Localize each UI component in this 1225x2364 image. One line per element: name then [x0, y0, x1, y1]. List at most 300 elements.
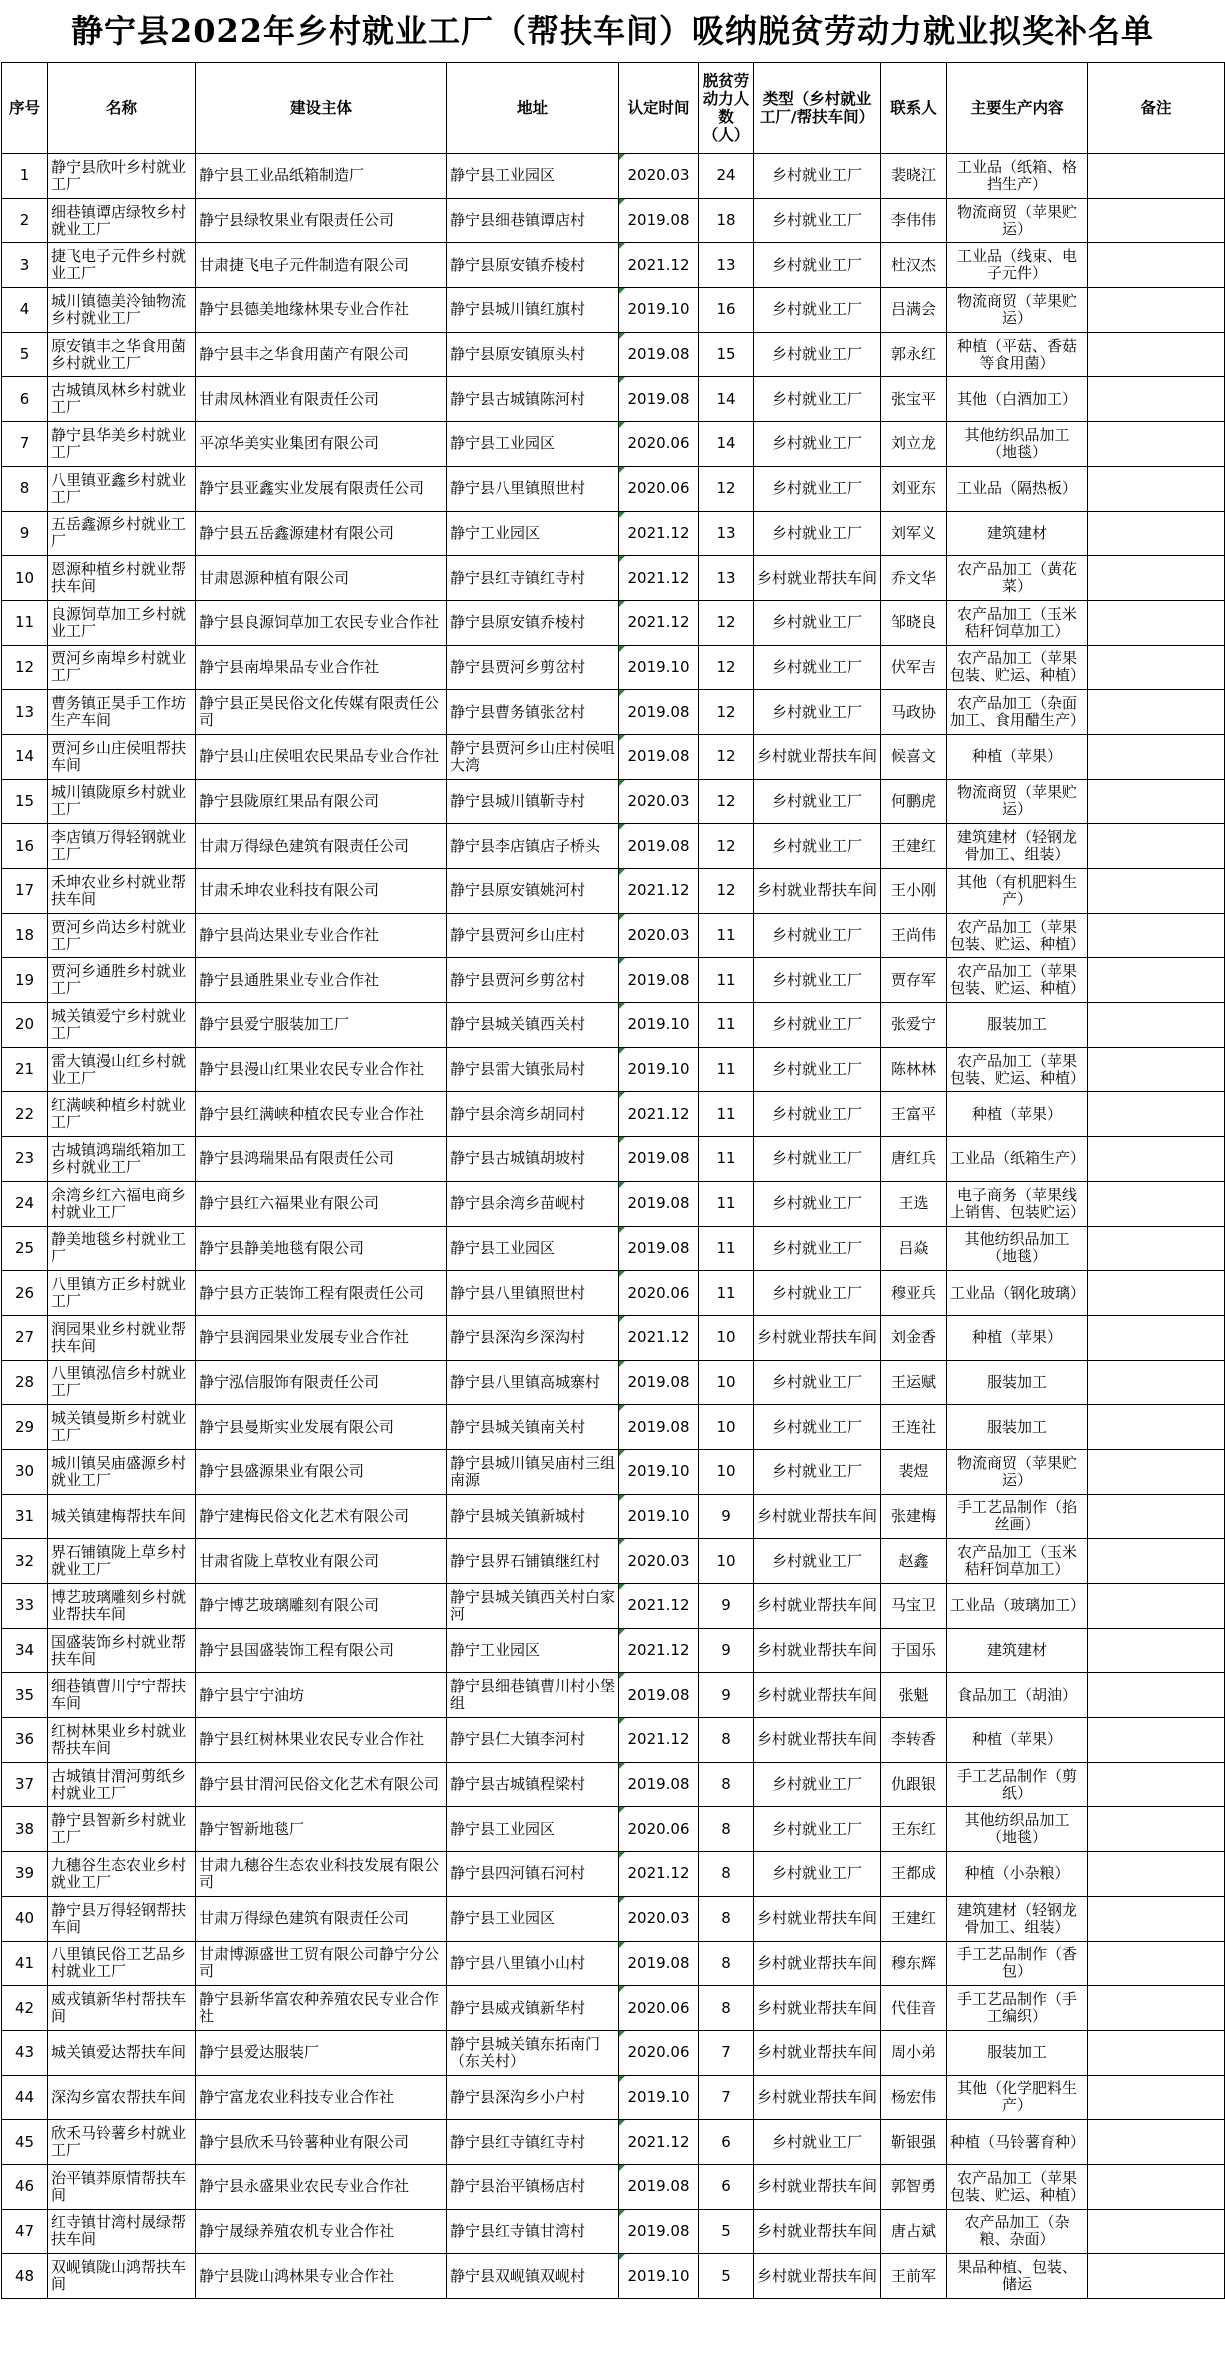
- row-number-cell: 36: [2, 1718, 48, 1763]
- remark-cell: [1088, 645, 1225, 690]
- row-number-cell: 24: [2, 1181, 48, 1226]
- remark-cell: [1088, 1807, 1225, 1852]
- row-number-cell: 27: [2, 1315, 48, 1360]
- production-cell: 工业品（隔热板）: [947, 466, 1088, 511]
- address-cell: 静宁县八里镇小山村: [447, 1941, 619, 1986]
- address-cell: 静宁县城关镇西关村: [447, 1003, 619, 1048]
- row-number-cell: 1: [2, 154, 48, 199]
- production-cell: 农产品加工（苹果包装、贮运、种植）: [947, 645, 1088, 690]
- row-number-cell: 21: [2, 1047, 48, 1092]
- row-number-cell: 32: [2, 1539, 48, 1584]
- name-cell: 贾河乡山庄侯咀帮扶车间: [48, 734, 196, 779]
- type-cell: 乡村就业工厂: [754, 1360, 881, 1405]
- date-cell: 2020.06: [619, 1986, 699, 2031]
- builder-cell: 甘肃博源盛世工贸有限公司静宁分公司: [196, 1941, 447, 1986]
- laborer-count-cell: 13: [699, 556, 754, 601]
- type-cell: 乡村就业帮扶车间: [754, 1584, 881, 1629]
- builder-cell: 静宁县陇山鸿林果专业合作社: [196, 2254, 447, 2299]
- type-cell: 乡村就业工厂: [754, 511, 881, 556]
- name-cell: 八里镇泓信乡村就业工厂: [48, 1360, 196, 1405]
- contact-cell: 张魁: [881, 1673, 947, 1718]
- laborer-count-cell: 14: [699, 377, 754, 422]
- laborer-count-cell: 11: [699, 1003, 754, 1048]
- contact-cell: 张宝平: [881, 377, 947, 422]
- date-cell: 2021.12: [619, 1852, 699, 1897]
- table-row: [2, 1718, 1225, 1763]
- row-number-cell: 22: [2, 1092, 48, 1137]
- table-row: [2, 734, 1225, 779]
- type-cell: 乡村就业工厂: [754, 466, 881, 511]
- contact-cell: 王建红: [881, 824, 947, 869]
- address-cell: 静宁县仁大镇李河村: [447, 1718, 619, 1763]
- address-cell: 静宁县曹务镇张岔村: [447, 690, 619, 735]
- address-cell: 静宁县工业园区: [447, 1807, 619, 1852]
- type-cell: 乡村就业工厂: [754, 824, 881, 869]
- laborer-count-cell: 12: [699, 690, 754, 735]
- laborer-count-cell: 8: [699, 1896, 754, 1941]
- builder-cell: 静宁县漫山红果业农民专业合作社: [196, 1047, 447, 1092]
- date-cell: 2019.08: [619, 377, 699, 422]
- production-cell: 农产品加工（杂粮、杂面）: [947, 2209, 1088, 2254]
- table-row: [2, 1315, 1225, 1360]
- remark-cell: [1088, 2164, 1225, 2209]
- name-cell: 润园果业乡村就业帮扶车间: [48, 1315, 196, 1360]
- table-row: [2, 377, 1225, 422]
- laborer-count-cell: 13: [699, 511, 754, 556]
- production-cell: 农产品加工（杂面加工、食用醋生产）: [947, 690, 1088, 735]
- laborer-count-cell: 5: [699, 2209, 754, 2254]
- name-cell: 雷大镇漫山红乡村就业工厂: [48, 1047, 196, 1092]
- laborer-count-cell: 24: [699, 154, 754, 199]
- date-cell: 2020.03: [619, 154, 699, 199]
- column-header: 建设主体: [196, 63, 447, 154]
- table-row: [2, 1003, 1225, 1048]
- address-cell: 静宁县四河镇石河村: [447, 1852, 619, 1897]
- date-cell: 2019.10: [619, 645, 699, 690]
- remark-cell: [1088, 1494, 1225, 1539]
- laborer-count-cell: 12: [699, 824, 754, 869]
- address-cell: 静宁县细巷镇谭店村: [447, 198, 619, 243]
- address-cell: 静宁县城川镇吴庙村三组南源: [447, 1449, 619, 1494]
- name-cell: 界石铺镇陇上草乡村就业工厂: [48, 1539, 196, 1584]
- type-cell: 乡村就业工厂: [754, 1181, 881, 1226]
- remark-cell: [1088, 1628, 1225, 1673]
- date-cell: 2019.08: [619, 2209, 699, 2254]
- address-cell: 静宁县原安镇乔棱村: [447, 243, 619, 288]
- date-cell: 2020.06: [619, 1271, 699, 1316]
- address-cell: 静宁县八里镇照世村: [447, 466, 619, 511]
- laborer-count-cell: 6: [699, 2120, 754, 2165]
- row-number-cell: 43: [2, 2030, 48, 2075]
- table-row: [2, 1986, 1225, 2031]
- date-cell: 2020.03: [619, 1896, 699, 1941]
- date-cell: 2019.10: [619, 1003, 699, 1048]
- table-row: [2, 511, 1225, 556]
- contact-cell: 刘亚东: [881, 466, 947, 511]
- contact-cell: 唐红兵: [881, 1137, 947, 1182]
- production-cell: 服装加工: [947, 1405, 1088, 1450]
- table-row: [2, 690, 1225, 735]
- address-cell: 静宁县威戎镇新华村: [447, 1986, 619, 2031]
- remark-cell: [1088, 1315, 1225, 1360]
- builder-cell: 甘肃省陇上草牧业有限公司: [196, 1539, 447, 1584]
- row-number-cell: 44: [2, 2075, 48, 2120]
- builder-cell: 静宁县陇原红果品有限公司: [196, 779, 447, 824]
- builder-cell: 静宁县方正装饰工程有限责任公司: [196, 1271, 447, 1316]
- date-cell: 2021.12: [619, 1718, 699, 1763]
- contact-cell: 王尚伟: [881, 913, 947, 958]
- laborer-count-cell: 8: [699, 1807, 754, 1852]
- remark-cell: [1088, 824, 1225, 869]
- laborer-count-cell: 11: [699, 958, 754, 1003]
- name-cell: 治平镇莽原情帮扶车间: [48, 2164, 196, 2209]
- builder-cell: 甘肃禾坤农业科技有限公司: [196, 869, 447, 914]
- production-cell: 建筑建材（轻钢龙骨加工、组装）: [947, 824, 1088, 869]
- production-cell: 物流商贸（苹果贮运）: [947, 288, 1088, 333]
- row-number-cell: 12: [2, 645, 48, 690]
- address-cell: 静宁县治平镇杨店村: [447, 2164, 619, 2209]
- date-cell: 2019.10: [619, 288, 699, 333]
- address-cell: 静宁县余湾乡胡同村: [447, 1092, 619, 1137]
- production-cell: 种植（苹果）: [947, 1718, 1088, 1763]
- table-row: [2, 1360, 1225, 1405]
- builder-cell: 静宁县亚鑫实业发展有限责任公司: [196, 466, 447, 511]
- type-cell: 乡村就业工厂: [754, 600, 881, 645]
- contact-cell: 马政协: [881, 690, 947, 735]
- table-row: [2, 1092, 1225, 1137]
- date-cell: 2019.08: [619, 1226, 699, 1271]
- contact-cell: 马宝卫: [881, 1584, 947, 1629]
- address-cell: 静宁工业园区: [447, 1628, 619, 1673]
- contact-cell: 郭智勇: [881, 2164, 947, 2209]
- date-cell: 2021.12: [619, 556, 699, 601]
- contact-cell: 王富平: [881, 1092, 947, 1137]
- name-cell: 九穗谷生态农业乡村就业工厂: [48, 1852, 196, 1897]
- remark-cell: [1088, 1941, 1225, 1986]
- production-cell: 服装加工: [947, 1003, 1088, 1048]
- row-number-cell: 9: [2, 511, 48, 556]
- name-cell: 静宁县智新乡村就业工厂: [48, 1807, 196, 1852]
- production-cell: 农产品加工（苹果包装、贮运、种植）: [947, 2164, 1088, 2209]
- remark-cell: [1088, 1896, 1225, 1941]
- contact-cell: 王连社: [881, 1405, 947, 1450]
- row-number-cell: 8: [2, 466, 48, 511]
- table-row: [2, 1047, 1225, 1092]
- contact-cell: 穆亚兵: [881, 1271, 947, 1316]
- production-cell: 农产品加工（黄花菜）: [947, 556, 1088, 601]
- type-cell: 乡村就业帮扶车间: [754, 2209, 881, 2254]
- remark-cell: [1088, 288, 1225, 333]
- type-cell: 乡村就业工厂: [754, 288, 881, 333]
- name-cell: 八里镇亚鑫乡村就业工厂: [48, 466, 196, 511]
- remark-cell: [1088, 198, 1225, 243]
- name-cell: 禾坤农业乡村就业帮扶车间: [48, 869, 196, 914]
- production-cell: 服装加工: [947, 1360, 1088, 1405]
- table-row: [2, 824, 1225, 869]
- laborer-count-cell: 10: [699, 1449, 754, 1494]
- production-cell: 工业品（纸箱、格挡生产）: [947, 154, 1088, 199]
- row-number-cell: 46: [2, 2164, 48, 2209]
- column-header: 名称: [48, 63, 196, 154]
- row-number-cell: 33: [2, 1584, 48, 1629]
- date-cell: 2019.10: [619, 1449, 699, 1494]
- date-cell: 2019.08: [619, 958, 699, 1003]
- address-cell: 静宁县城关镇东拓南门（东关村）: [447, 2030, 619, 2075]
- type-cell: 乡村就业工厂: [754, 690, 881, 735]
- name-cell: 城关镇爱达帮扶车间: [48, 2030, 196, 2075]
- type-cell: 乡村就业帮扶车间: [754, 1941, 881, 1986]
- builder-cell: 静宁县工业品纸箱制造厂: [196, 154, 447, 199]
- table-row: [2, 600, 1225, 645]
- table-body: [2, 154, 1225, 2299]
- column-header: 联系人: [881, 63, 947, 154]
- row-number-cell: 40: [2, 1896, 48, 1941]
- builder-cell: 静宁县爱宁服装加工厂: [196, 1003, 447, 1048]
- address-cell: 静宁县原安镇乔棱村: [447, 600, 619, 645]
- type-cell: 乡村就业工厂: [754, 332, 881, 377]
- type-cell: 乡村就业工厂: [754, 779, 881, 824]
- date-cell: 2019.08: [619, 198, 699, 243]
- production-cell: 种植（平菇、香菇等食用菌）: [947, 332, 1088, 377]
- laborer-count-cell: 12: [699, 600, 754, 645]
- contact-cell: 于国乐: [881, 1628, 947, 1673]
- address-cell: 静宁县双岘镇双岘村: [447, 2254, 619, 2299]
- row-number-cell: 26: [2, 1271, 48, 1316]
- type-cell: 乡村就业帮扶车间: [754, 1896, 881, 1941]
- table-row: [2, 1584, 1225, 1629]
- type-cell: 乡村就业工厂: [754, 1762, 881, 1807]
- address-cell: 静宁县贾河乡山庄村: [447, 913, 619, 958]
- production-cell: 物流商贸（苹果贮运）: [947, 1449, 1088, 1494]
- name-cell: 五岳鑫源乡村就业工厂: [48, 511, 196, 556]
- column-header: 序号: [2, 63, 48, 154]
- remark-cell: [1088, 2254, 1225, 2299]
- laborer-count-cell: 14: [699, 422, 754, 467]
- type-cell: 乡村就业工厂: [754, 1539, 881, 1584]
- laborer-count-cell: 11: [699, 1092, 754, 1137]
- type-cell: 乡村就业帮扶车间: [754, 1986, 881, 2031]
- address-cell: 静宁县红寺镇甘湾村: [447, 2209, 619, 2254]
- address-cell: 静宁县红寺镇红寺村: [447, 2120, 619, 2165]
- address-cell: 静宁县古城镇胡坡村: [447, 1137, 619, 1182]
- address-cell: 静宁县红寺镇红寺村: [447, 556, 619, 601]
- production-cell: 工业品（线束、电子元件）: [947, 243, 1088, 288]
- contact-cell: 靳银强: [881, 2120, 947, 2165]
- address-cell: 静宁县贾河乡山庄村侯咀大湾: [447, 734, 619, 779]
- row-number-cell: 15: [2, 779, 48, 824]
- address-cell: 静宁县贾河乡剪岔村: [447, 958, 619, 1003]
- production-cell: 其他（有机肥料生产）: [947, 869, 1088, 914]
- row-number-cell: 19: [2, 958, 48, 1003]
- name-cell: 贾河乡南埠乡村就业工厂: [48, 645, 196, 690]
- builder-cell: 静宁泓信服饰有限责任公司: [196, 1360, 447, 1405]
- laborer-count-cell: 12: [699, 734, 754, 779]
- builder-cell: 静宁县绿牧果业有限责任公司: [196, 198, 447, 243]
- remark-cell: [1088, 1360, 1225, 1405]
- row-number-cell: 4: [2, 288, 48, 333]
- name-cell: 细巷镇曹川宁宁帮扶车间: [48, 1673, 196, 1718]
- laborer-count-cell: 12: [699, 779, 754, 824]
- remark-cell: [1088, 1271, 1225, 1316]
- builder-cell: 静宁县静美地毯有限公司: [196, 1226, 447, 1271]
- contact-cell: 赵鑫: [881, 1539, 947, 1584]
- row-number-cell: 23: [2, 1137, 48, 1182]
- date-cell: 2019.10: [619, 1494, 699, 1539]
- builder-cell: 静宁县爱达服装厂: [196, 2030, 447, 2075]
- remark-cell: [1088, 154, 1225, 199]
- table-row: [2, 1896, 1225, 1941]
- date-cell: 2019.08: [619, 1181, 699, 1226]
- laborer-count-cell: 10: [699, 1405, 754, 1450]
- builder-cell: 静宁县鸿瑞果品有限责任公司: [196, 1137, 447, 1182]
- table-row: [2, 556, 1225, 601]
- laborer-count-cell: 8: [699, 1762, 754, 1807]
- type-cell: 乡村就业帮扶车间: [754, 2075, 881, 2120]
- name-cell: 威戎镇新华村帮扶车间: [48, 1986, 196, 2031]
- row-number-cell: 28: [2, 1360, 48, 1405]
- name-cell: 红满峡种植乡村就业工厂: [48, 1092, 196, 1137]
- laborer-count-cell: 12: [699, 645, 754, 690]
- type-cell: 乡村就业工厂: [754, 1226, 881, 1271]
- contact-cell: 伏军吉: [881, 645, 947, 690]
- production-cell: 电子商务（苹果线上销售、包装贮运）: [947, 1181, 1088, 1226]
- remark-cell: [1088, 243, 1225, 288]
- name-cell: 良源饲草加工乡村就业工厂: [48, 600, 196, 645]
- builder-cell: 静宁富龙农业科技专业合作社: [196, 2075, 447, 2120]
- address-cell: 静宁县工业园区: [447, 154, 619, 199]
- subsidy-list-table: [1, 62, 1225, 2299]
- contact-cell: 周小弟: [881, 2030, 947, 2075]
- builder-cell: 静宁县通胜果业专业合作社: [196, 958, 447, 1003]
- remark-cell: [1088, 511, 1225, 556]
- type-cell: 乡村就业帮扶车间: [754, 1673, 881, 1718]
- table-row: [2, 1494, 1225, 1539]
- row-number-cell: 18: [2, 913, 48, 958]
- table-row: [2, 913, 1225, 958]
- remark-cell: [1088, 913, 1225, 958]
- date-cell: 2019.08: [619, 1360, 699, 1405]
- table-row: [2, 645, 1225, 690]
- table-row: [2, 1762, 1225, 1807]
- contact-cell: 陈林林: [881, 1047, 947, 1092]
- type-cell: 乡村就业工厂: [754, 958, 881, 1003]
- production-cell: 建筑建材（轻钢龙骨加工、组装）: [947, 1896, 1088, 1941]
- date-cell: 2019.08: [619, 1941, 699, 1986]
- row-number-cell: 13: [2, 690, 48, 735]
- name-cell: 城关镇爱宁乡村就业工厂: [48, 1003, 196, 1048]
- table-row: [2, 2030, 1225, 2075]
- address-cell: 静宁县界石铺镇继红村: [447, 1539, 619, 1584]
- production-cell: 物流商贸（苹果贮运）: [947, 779, 1088, 824]
- date-cell: 2019.08: [619, 734, 699, 779]
- contact-cell: 杜汉杰: [881, 243, 947, 288]
- contact-cell: 王建红: [881, 1896, 947, 1941]
- address-cell: 静宁县城关镇南关村: [447, 1405, 619, 1450]
- table-row: [2, 779, 1225, 824]
- row-number-cell: 11: [2, 600, 48, 645]
- name-cell: 恩源种植乡村就业帮扶车间: [48, 556, 196, 601]
- address-cell: 静宁县深沟乡小户村: [447, 2075, 619, 2120]
- address-cell: 静宁县原安镇原头村: [447, 332, 619, 377]
- production-cell: 种植（小杂粮）: [947, 1852, 1088, 1897]
- address-cell: 静宁县工业园区: [447, 1226, 619, 1271]
- address-cell: 静宁县城关镇新城村: [447, 1494, 619, 1539]
- contact-cell: 穆东辉: [881, 1941, 947, 1986]
- document-title: 静宁县2022年乡村就业工厂（帮扶车间）吸纳脱贫劳动力就业拟奖补名单: [70, 12, 1155, 50]
- table-row: [2, 332, 1225, 377]
- contact-cell: 乔文华: [881, 556, 947, 601]
- row-number-cell: 39: [2, 1852, 48, 1897]
- type-cell: 乡村就业帮扶车间: [754, 1315, 881, 1360]
- production-cell: 工业品（纸箱生产）: [947, 1137, 1088, 1182]
- laborer-count-cell: 11: [699, 913, 754, 958]
- table-row: [2, 154, 1225, 199]
- type-cell: 乡村就业工厂: [754, 154, 881, 199]
- date-cell: 2020.03: [619, 1539, 699, 1584]
- name-cell: 城关镇建梅帮扶车间: [48, 1494, 196, 1539]
- remark-cell: [1088, 2075, 1225, 2120]
- date-cell: 2021.12: [619, 511, 699, 556]
- laborer-count-cell: 8: [699, 1718, 754, 1763]
- builder-cell: 静宁智新地毯厂: [196, 1807, 447, 1852]
- remark-cell: [1088, 1003, 1225, 1048]
- remark-cell: [1088, 958, 1225, 1003]
- production-cell: 其他纺织品加工（地毯）: [947, 422, 1088, 467]
- builder-cell: 甘肃九穗谷生态农业科技发展有限公司: [196, 1852, 447, 1897]
- laborer-count-cell: 5: [699, 2254, 754, 2299]
- production-cell: 物流商贸（苹果贮运）: [947, 198, 1088, 243]
- remark-cell: [1088, 556, 1225, 601]
- date-cell: 2020.06: [619, 422, 699, 467]
- type-cell: 乡村就业帮扶车间: [754, 1628, 881, 1673]
- remark-cell: [1088, 690, 1225, 735]
- table-row: [2, 2164, 1225, 2209]
- table-row: [2, 2075, 1225, 2120]
- laborer-count-cell: 11: [699, 1226, 754, 1271]
- type-cell: 乡村就业工厂: [754, 913, 881, 958]
- row-number-cell: 29: [2, 1405, 48, 1450]
- laborer-count-cell: 18: [699, 198, 754, 243]
- column-header: 主要生产内容: [947, 63, 1088, 154]
- row-number-cell: 45: [2, 2120, 48, 2165]
- date-cell: 2021.12: [619, 869, 699, 914]
- type-cell: 乡村就业工厂: [754, 1003, 881, 1048]
- builder-cell: 静宁县红树林果业农民专业合作社: [196, 1718, 447, 1763]
- builder-cell: 甘肃万得绿色建筑有限责任公司: [196, 1896, 447, 1941]
- builder-cell: 静宁县盛源果业有限公司: [196, 1449, 447, 1494]
- type-cell: 乡村就业帮扶车间: [754, 2164, 881, 2209]
- contact-cell: 刘金香: [881, 1315, 947, 1360]
- laborer-count-cell: 11: [699, 1137, 754, 1182]
- table-row: [2, 1628, 1225, 1673]
- laborer-count-cell: 8: [699, 1941, 754, 1986]
- builder-cell: 静宁县良源饲草加工农民专业合作社: [196, 600, 447, 645]
- name-cell: 贾河乡通胜乡村就业工厂: [48, 958, 196, 1003]
- name-cell: 博艺玻璃雕刻乡村就业帮扶车间: [48, 1584, 196, 1629]
- table-row: [2, 869, 1225, 914]
- remark-cell: [1088, 332, 1225, 377]
- contact-cell: 李伟伟: [881, 198, 947, 243]
- remark-cell: [1088, 1539, 1225, 1584]
- contact-cell: 吕满会: [881, 288, 947, 333]
- contact-cell: 裴煜: [881, 1449, 947, 1494]
- contact-cell: 候喜文: [881, 734, 947, 779]
- table-row: [2, 958, 1225, 1003]
- laborer-count-cell: 8: [699, 1986, 754, 2031]
- builder-cell: 静宁县红六福果业有限公司: [196, 1181, 447, 1226]
- type-cell: 乡村就业工厂: [754, 1449, 881, 1494]
- name-cell: 城川镇吴庙盛源乡村就业工厂: [48, 1449, 196, 1494]
